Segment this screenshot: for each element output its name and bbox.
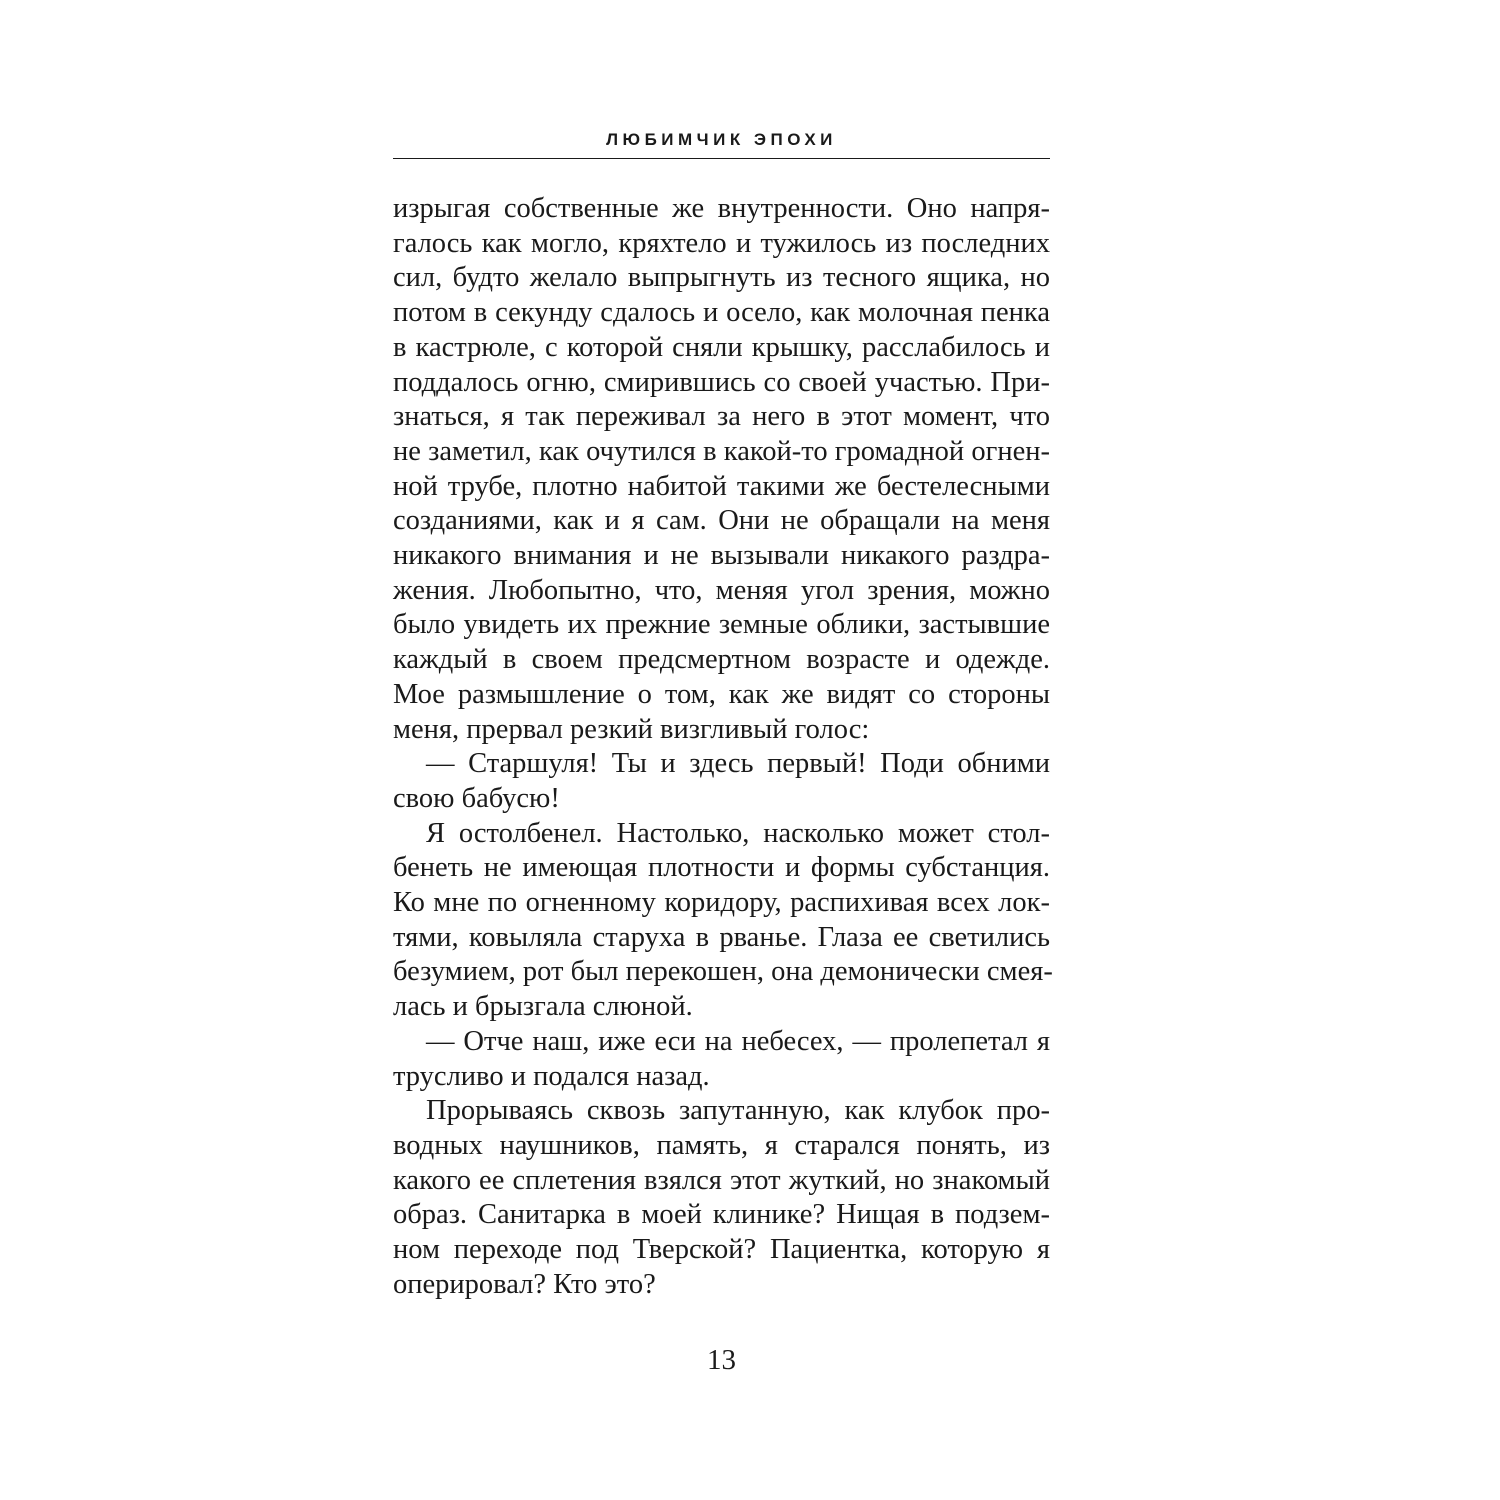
text-line: сил, будто желало выпрыгнуть из тесного ящика, но — [393, 262, 1050, 294]
text-line: свою бабусю! — [393, 782, 560, 814]
text-line: лась и брызгала слюной. — [393, 991, 693, 1023]
body-text — [393, 192, 1053, 1303]
text-line: тями, ковыляла старуха в рванье. Глаза ее светились — [393, 921, 1050, 953]
text-line: поддалось огню, смирившись со своей участью. При- — [393, 366, 1050, 398]
text-line: никакого внимания и не вызывали никакого раздра- — [393, 540, 1050, 572]
text-line: в кастрюле, с которой сняли крышку, расслабилось и — [393, 331, 1050, 363]
text-line: Прорываясь сквозь запутанную, как клубок про- — [426, 1095, 1050, 1127]
text-line: бенеть не имеющая плотности и формы субстанция. — [393, 852, 1050, 884]
text-line: какого ее сплетения взялся этот жуткий, но знакомый — [393, 1164, 1050, 1196]
text-line: меня, прервал резкий визгливый голос: — [393, 713, 870, 745]
running-header: ЛЮБИМЧИК ЭПОХИ — [606, 130, 837, 149]
text-line: безумием, рот был перекошен, она демонически смея- — [393, 956, 1053, 988]
text-line: ном переходе под Тверской? Пациентка, которую я — [393, 1234, 1050, 1266]
text-line: созданиями, как и я сам. Они не обращали на меня — [393, 505, 1050, 537]
text-line: Мое размышление о том, как же видят со стороны — [393, 678, 1050, 710]
text-line: галось как могло, кряхтело и тужилось из последних — [393, 227, 1050, 259]
text-line: каждый в своем предсмертном возрасте и одежде. — [393, 644, 1050, 676]
text-line: изрыгая собственные же внутренности. Оно напря- — [393, 193, 1050, 224]
text-line: было увидеть их прежние земные облики, застывшие — [393, 609, 1050, 641]
text-line: водных наушников, память, я старался понять, из — [393, 1129, 1050, 1161]
text-line: — Старшуля! Ты и здесь первый! Поди обними — [426, 748, 1050, 780]
text-line: жения. Любопытно, что, меняя угол зрения, можно — [393, 574, 1050, 606]
text-line: не заметил, как очутился в какой-то громадной огнен- — [393, 435, 1050, 467]
header-rule — [393, 158, 1050, 159]
text-line: трусливо и подался назад. — [393, 1060, 710, 1092]
text-line: образ. Санитарка в моей клинике? Нищая в подзем- — [393, 1199, 1050, 1231]
text-line: Я остолбенел. Настолько, насколько может стол- — [426, 817, 1050, 849]
text-line: потом в секунду сдалось и осело, как молочная пенка — [393, 297, 1050, 329]
text-line: Ко мне по огненному коридору, распихивая всех лок- — [393, 887, 1050, 919]
page-number: 13 — [707, 1344, 736, 1376]
text-line: — Отче наш, иже еси на небесех, — пролепетал я — [426, 1025, 1050, 1057]
text-line: оперировал? Кто это? — [393, 1268, 656, 1300]
text-line: ной трубе, плотно набитой такими же бестелесными — [393, 470, 1050, 502]
text-line: знаться, я так переживал за него в этот момент, что — [393, 401, 1050, 433]
